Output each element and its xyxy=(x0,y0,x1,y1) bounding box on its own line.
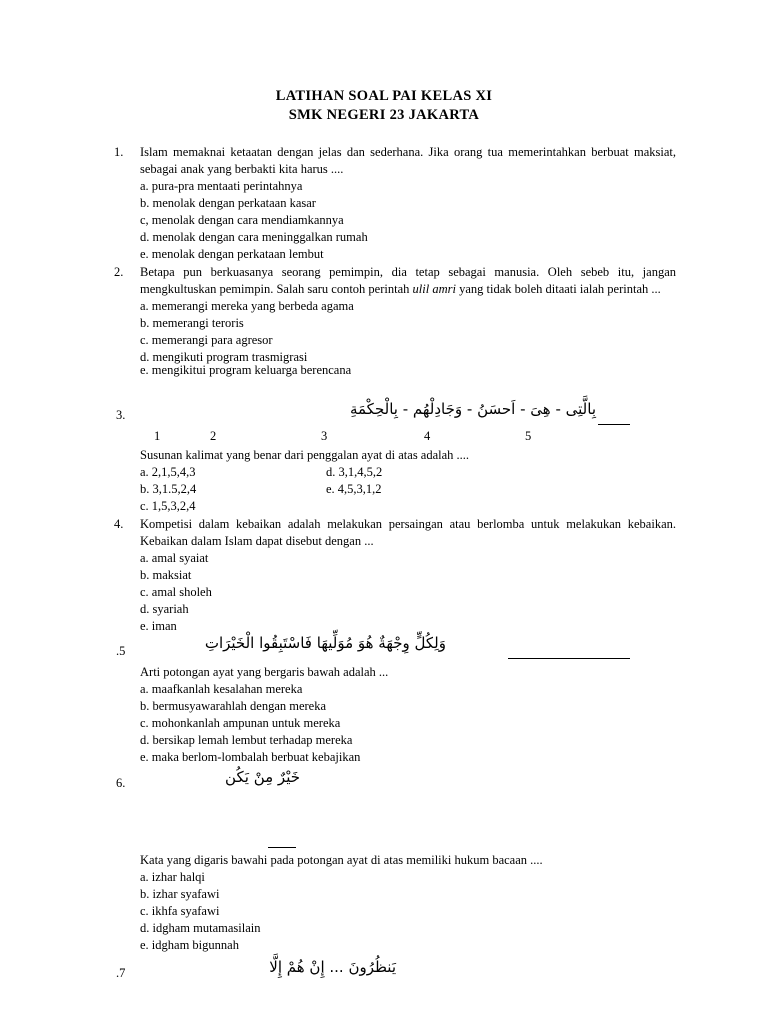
question-text: Susunan kalimat yang benar dari penggalan ayat di atas adalah .... xyxy=(140,448,470,462)
answer-blank xyxy=(508,658,630,659)
question-3 xyxy=(116,447,676,464)
answer-blank xyxy=(598,424,630,425)
option: d. syariah xyxy=(140,602,189,616)
question-text xyxy=(140,264,676,298)
question-number: 4. xyxy=(114,517,124,531)
option: b. 3,1.5,2,4 xyxy=(140,482,197,496)
question-6 xyxy=(116,852,676,954)
school-name: SMK NEGERI 23 JAKARTA xyxy=(288,107,480,123)
document-title: LATIHAN SOAL PAI KELAS XI xyxy=(275,88,493,104)
option: a. memerangi mereka yang berbeda agama xyxy=(140,299,354,313)
question-text-part: yang tidak boleh ditaati ialah perintah ... xyxy=(455,282,661,296)
option: c. 1,5,3,2,4 xyxy=(140,499,196,513)
question-5 xyxy=(116,664,676,766)
option: b. maksiat xyxy=(140,568,192,582)
arabic-verse: خَيْرٌ مِنْ يَكُن xyxy=(225,768,300,786)
answer-blank xyxy=(268,847,296,848)
option: a. izhar halqi xyxy=(140,870,205,884)
question-number: 3. xyxy=(116,408,126,422)
question-4 xyxy=(116,516,676,635)
option: b. izhar syafawi xyxy=(140,887,220,901)
question-text: Arti potongan ayat yang bergaris bawah adalah ... xyxy=(140,665,389,679)
question-text: Islam memaknai ketaatan dengan jelas dan sederhana. Jika orang tua memerintahkan berbuat maksiat, sebagai anak yang berbakti kita harus .... xyxy=(140,145,676,176)
arabic-verse: بِالَّتِى - هِىَ - اَحسَنُ - وَجَادِلْهُم - بِالْحِكْمَةِ xyxy=(349,400,596,418)
word-number: 1 xyxy=(154,429,161,443)
option: c. mohonkanlah ampunan untuk mereka xyxy=(140,716,341,730)
word-number: 2 xyxy=(210,429,217,443)
option: d. bersikap lemah lembut terhadap mereka xyxy=(140,733,353,747)
option: e. menolak dengan perkataan lembut xyxy=(140,247,324,261)
option: e. mengikitui program keluarga berencana xyxy=(140,363,352,377)
question-1 xyxy=(116,144,676,263)
question-number: 2. xyxy=(114,265,124,279)
option: e. iman xyxy=(140,619,177,633)
question-number: .7 xyxy=(116,966,126,980)
option: d. mengikuti program trasmigrasi xyxy=(140,350,308,364)
option: b. memerangi teroris xyxy=(140,316,244,330)
question-number: .5 xyxy=(116,644,126,658)
option: d. idgham mutamasilain xyxy=(140,921,261,935)
options-left-column xyxy=(140,464,196,515)
question-number: 1. xyxy=(114,145,124,159)
question-text-part: Betapa pun berkuasanya seorang pemimpin, dia tetap sebagai manusia. Oleh sebeb itu, jangan mengkultuskan pemimpin. Salah saru contoh perintah xyxy=(140,265,676,296)
option: e. 4,5,3,1,2 xyxy=(326,482,382,496)
arabic-verse: وَلِكُلٍّ وِجْهَةٌ هُوَ مُوَلِّيهَا فَاسْتَبِقُوا الْخَيْرَاتِ xyxy=(204,634,446,652)
option: a. pura-pra mentaati perintahnya xyxy=(140,179,303,193)
option: a. amal syaiat xyxy=(140,551,209,565)
option: c, menolak dengan cara mendiamkannya xyxy=(140,213,344,227)
option: b. bermusyawarahlah dengan mereka xyxy=(140,699,327,713)
arabic-verse: يَنظُرُونَ ... إِنْ هُمْ إِلَّا xyxy=(269,958,396,976)
option: e. idgham bigunnah xyxy=(140,938,239,952)
options-right-column xyxy=(326,464,382,498)
question-number: 6. xyxy=(116,776,126,790)
option: a. maafkanlah kesalahan mereka xyxy=(140,682,303,696)
question-text: Kompetisi dalam kebaikan adalah melakukan persaingan atau berlomba untuk melakukan kebaikan. Kebaikan dalam Islam dapat disebut dengan ... xyxy=(140,517,676,548)
option: d. 3,1,4,5,2 xyxy=(326,465,383,479)
italic-term: ulil amri xyxy=(412,282,456,296)
question-2 xyxy=(116,264,676,379)
option: b. menolak dengan perkataan kasar xyxy=(140,196,316,210)
option: c. amal sholeh xyxy=(140,585,212,599)
option: e. maka berlom-lombalah berbuat kebajikan xyxy=(140,750,361,764)
option: c. memerangi para agresor xyxy=(140,333,273,347)
option: d. menolak dengan cara meninggalkan rumah xyxy=(140,230,368,244)
question-text: Kata yang digaris bawahi pada potongan ayat di atas memiliki hukum bacaan .... xyxy=(140,853,543,867)
word-number: 5 xyxy=(525,429,532,443)
option: a. 2,1,5,4,3 xyxy=(140,465,196,479)
word-number: 3 xyxy=(321,429,328,443)
option: c. ikhfa syafawi xyxy=(140,904,220,918)
word-number: 4 xyxy=(424,429,431,443)
